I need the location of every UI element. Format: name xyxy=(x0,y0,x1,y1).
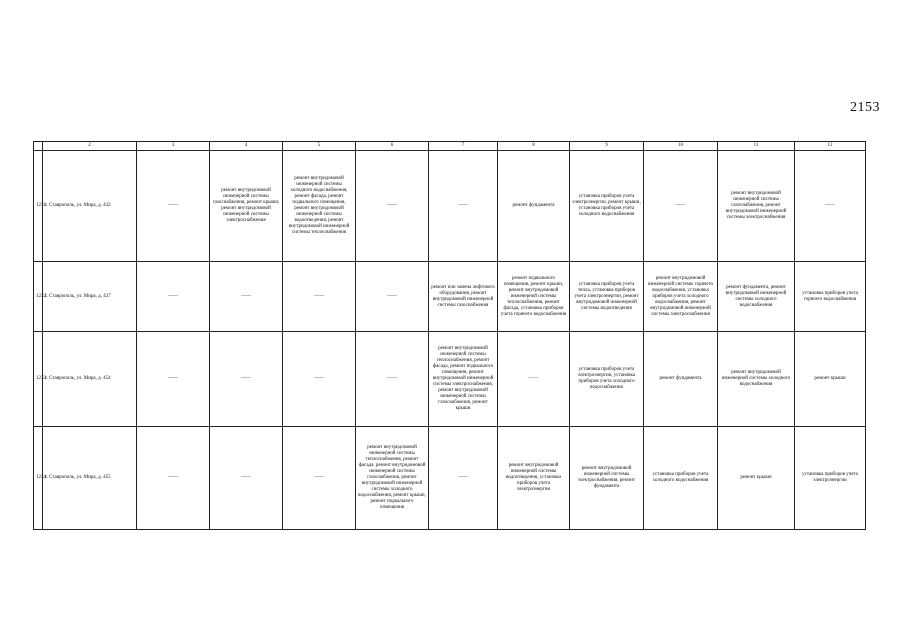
table-cell: ремонт фундамента xyxy=(644,332,718,427)
column-header: 5 xyxy=(283,142,356,151)
table-cell: —— xyxy=(356,262,429,332)
table-cell: —— xyxy=(137,426,210,529)
page-number: 2153 xyxy=(850,100,880,115)
table-cell: —— xyxy=(795,151,866,262)
table-cell: ремонт внутридомовой инженерной системы газоснабжения, ремонт крыши, ремонт внутридомовой инженерной системы электроснабжения xyxy=(210,151,283,262)
table-row xyxy=(34,262,866,332)
table-row xyxy=(34,332,866,427)
table-cell: ремонт внутридомовой инженерной системы теплоснабжения, ремонт фасада, ремонт подвального помещения, ремонт внутридомовой инженерной системы электроснабжения, ремонт внутридомовой инженерной системы газоснабжения, ремонт крыши xyxy=(429,332,498,427)
table-cell: установка приборов учета горячего водоснабжения xyxy=(795,262,866,332)
row-number: 1233. xyxy=(34,332,43,427)
table-cell: установка приборов учета электроэнергии xyxy=(795,426,866,529)
column-header: 9 xyxy=(570,142,644,151)
table-cell: ремонт внутридомовой инженерной системы холодного водоснабжения xyxy=(718,332,795,427)
table-cell: ремонт внутридомовой инженерной системы водоотведения, установка приборов учета электроэнергии xyxy=(498,426,570,529)
table-cell: —— xyxy=(210,262,283,332)
address-cell: г. Ставрополь, ул. Мира, д. 432 xyxy=(43,151,137,262)
table-cell: ремонт крыши xyxy=(795,332,866,427)
column-header: 12 xyxy=(795,142,866,151)
table-cell: —— xyxy=(137,332,210,427)
table-cell: установка приборов учета холодного водоснабжения xyxy=(644,426,718,529)
table-cell: ремонт фундамента, ремонт внутридомовой инженерной системы холодного водоснабжения xyxy=(718,262,795,332)
table-cell: ремонт фундамента xyxy=(498,151,570,262)
row-number: 1234. xyxy=(34,426,43,529)
table-cell: ремонт или замена лифтового оборудования, ремонт внутридомовой инженерной системы газоснабжения xyxy=(429,262,498,332)
table-row xyxy=(34,426,866,529)
row-number: 1231. xyxy=(34,151,43,262)
table-cell: —— xyxy=(429,426,498,529)
table-cell: ремонт крыши xyxy=(718,426,795,529)
table-cell: ремонт внутридомовой инженерной системы холодного водоснабжения, ремонт фасада, ремонт подвального помещения, ремонт внутридомовой инженерной системы водоотведения, ремонт внутридомовой инженерной системы теплоснабжения xyxy=(283,151,356,262)
table-cell: —— xyxy=(283,262,356,332)
address-cell: г. Ставрополь, ул. Мира, д. 455 xyxy=(43,426,137,529)
row-number: 1232. xyxy=(34,262,43,332)
table-cell: установка приборов учета электроэнергии, установка приборов учета холодного водоснабжения xyxy=(570,332,644,427)
table-cell: —— xyxy=(283,332,356,427)
column-header: 3 xyxy=(137,142,210,151)
table-row xyxy=(34,151,866,262)
column-header: 8 xyxy=(498,142,570,151)
table-cell: —— xyxy=(429,151,498,262)
column-header: 7 xyxy=(429,142,498,151)
table-cell: —— xyxy=(356,332,429,427)
column-header: 11 xyxy=(718,142,795,151)
table-cell: —— xyxy=(137,151,210,262)
column-header: 4 xyxy=(210,142,283,151)
table-cell: ремонт внутридомовой инженерной системы теплоснабжения, ремонт фасада, ремонт внутридомовой инженерной системы газоснабжения, ремонт внутридомовой инженерной системы холодного водоснабжения, ремонт крыши, ремонт подвального помещения xyxy=(356,426,429,529)
table-cell: —— xyxy=(210,332,283,427)
table-cell: ремонт подвального помещения, ремонт крыши, ремонт внутридомовой инженерной системы теплоснабжения, ремонт фасада, установка приборов учета горячего водоснабжения xyxy=(498,262,570,332)
table-cell: установка приборов учета тепла, установка приборов учета электроэнергии, ремонт внутридомовой инженерной системы водоотведения xyxy=(570,262,644,332)
column-header-index xyxy=(34,142,43,151)
column-header: 10 xyxy=(644,142,718,151)
table-cell: —— xyxy=(137,262,210,332)
table-cell: —— xyxy=(356,151,429,262)
column-number-row xyxy=(34,142,866,151)
address-cell: г. Ставрополь, ул. Мира, д. 454 xyxy=(43,332,137,427)
table-cell: —— xyxy=(644,151,718,262)
table-cell: установка приборов учета электроэнергии, ремонт крыши, установка приборов учета холодного водоснабжения xyxy=(570,151,644,262)
repair-plan-table xyxy=(33,141,866,530)
column-header: 6 xyxy=(356,142,429,151)
table-cell: ремонт внутридомовой инженерной системы электроснабжения, ремонт фундамента xyxy=(570,426,644,529)
address-cell: г. Ставрополь, ул. Мира, д. 437 xyxy=(43,262,137,332)
table-cell: —— xyxy=(498,332,570,427)
column-header: 2 xyxy=(43,142,137,151)
table-cell: ремонт внутридомовой инженерной системы газоснабжения, ремонт внутридомовой инженерной системы электроснабжения xyxy=(718,151,795,262)
table-cell: —— xyxy=(210,426,283,529)
table-cell: ремонт внутридомовой инженерной системы горячего водоснабжения, установка приборов учета холодного водоснабжения, ремонт внутридомовой инженерной системы электроснабжения xyxy=(644,262,718,332)
table-cell: —— xyxy=(283,426,356,529)
